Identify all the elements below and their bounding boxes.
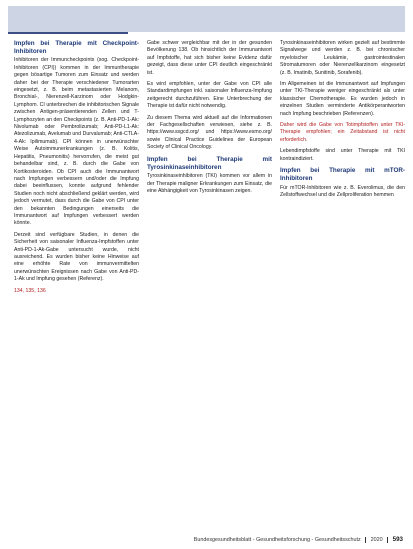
text-column-3 xyxy=(280,40,405,203)
section-heading-mtor: Impfen bei Therapie mit mTOR-Inhibitoren xyxy=(280,167,405,183)
footer-divider xyxy=(365,537,366,543)
paragraph: Inhibitoren der Immuncheckpoints (sog. Checkpoint-Inhibitoren (CPI)) kommen in der Immuntherapie gegen bösartige Tumoren zum Einsatz und werden daher bei der Therapie verschiedener Tumorarten eingesetzt, z. B. beim metastasierten Melanom, Bronchial-, Nierenzell-Karzinom oder Hodgkin-Lymphom. CI unterbrechen die inhibitorischen Signale zwischen Antigen-präsentierenden Zellen und T-Lymphozyten an den Checkpoints (z. B. Anti-PD-1-Ak: Nivolumab oder Pembrolizumab; Anti-PD-L1-Ak: Atezolizumab, Avelumab und Durvalumab; Anti-CTLA-4-Ak: Ipilimumab). CPI können in unerwünschter Weise Autoimmunerkrankungen (z. B. Kolitis, Hepatitis, Pneumonitis) hervorrufen, die meist gut behandelbar sind, z. B. durch die Gabe von Kortikosteroiden. Ob CPI auch die Immunantwort nach Impfungen verbessern und/oder die Impfung dabei beeinflussen, konnte aufgrund fehlender Studien noch nicht abschließend geklärt werden, wird jedoch vermutet, dass durch die Gabe von CPI unter den bekannten Bedingungen einerseits die Immunantwort auf Impfungen verbessert werden könnte. xyxy=(14,57,139,227)
footer-divider xyxy=(387,537,388,543)
page-number: 593 xyxy=(392,536,403,543)
paragraph: Derzeit sind verfügbare Studien, in denen die Sicherheit von saisonaler Influenza-Impfstoffen unter Anti-PD-1-Ak-Gabe untersucht wurde, nicht ausreichend. Es wurden bisher keine Hinweise auf eine erhöhte Rate von immunvermittelten unerwünschten Ereignissen nach Gabe von Anti-PD-1-Ak und Impfung gesehen (Referenz). xyxy=(14,231,139,283)
journal-title: Bundesgesundheitsblatt - Gesundheitsforschung - Gesundheitsschutz xyxy=(193,537,361,543)
paragraph: Im Allgemeinen ist die Immunantwort auf Impfungen unter TKI-Therapie weniger eingeschränkt als unter klassischer Chemotherapie. Es wurden jedoch in einzelnen Studien verminderte Antikörperantworten nach Impfung beschrieben (Referenzen). xyxy=(280,81,405,117)
section-heading-checkpoint-inhibitors: Impfen bei Therapie mit Checkpoint-Inhibitoren xyxy=(14,40,139,56)
header-accent-line xyxy=(8,32,128,34)
paragraph: Tyrosinkinaseinhibitoren wirken gezielt auf bestimmte Signalwege und werden z. B. bei chronischer myeloischer Leukämie, gastrointestinalen Stromatumoren oder Nierenzellkarzinom eingesetzt (z. B. Imatinib, Sunitinib, Sorafenib). xyxy=(280,40,405,76)
section-heading-tki: Impfen bei Therapie mit Tyrosinkinaseinhibitoren xyxy=(147,155,272,171)
paragraph: Zu diesem Thema wird aktuell auf die Informationen der Fachgesellschaften verwiesen, siehe z. B. https://www.ssgcd.org/ und https://www.esmo.org/ sowie Clinical Practice Guidelines der European Society of Clinical Oncology. xyxy=(147,114,272,151)
paragraph: Für mTOR-Inhibitoren wie z. B. Everolimus, die den Zellstoffwechsel und die Zellproliferation hemmen xyxy=(280,184,405,198)
journal-year: 2020 xyxy=(370,537,383,543)
paragraph: Es wird empfohlen, unter der Gabe von CPI alle Standardimpfungen inkl. saisonaler Influenza-Impfung zeitgerecht durchzuführen. Eine Unterbrechung der Therapie ist dafür nicht notwendig. xyxy=(147,81,272,110)
text-column-2 xyxy=(147,40,272,199)
highlighted-recommendation: Daher wird die Gabe von Totimpfstoffen unter TKI-Therapie empfohlen; ein Zeitabstand ist nicht erforderlich. xyxy=(280,122,405,143)
text-column-1 xyxy=(14,40,139,299)
header-band xyxy=(8,6,405,32)
reference-list: 134, 135, 136 xyxy=(14,287,46,294)
paragraph: Gabe schwer vergleichbar mit der in der gesunden Bevölkerung 138. Ob hinsichtlich der Immunantwort auf Impfstoffe, hat sich bisher keine Evidenz dafür gezeigt, dass diese unter CPI deutlich eingeschränkt ist. xyxy=(147,40,272,76)
paragraph: Tyrosinkinaseinhibitoren (TKI) kommen vor allem in der Therapie maligner Erkrankungen zum Einsatz, die eine Abhängigkeit von Tyrosinkinasen zeigen. xyxy=(147,173,272,194)
paragraph: Lebendimpfstoffe sind unter Therapie mit TKI kontraindiziert. xyxy=(280,148,405,162)
page-footer xyxy=(194,536,403,543)
